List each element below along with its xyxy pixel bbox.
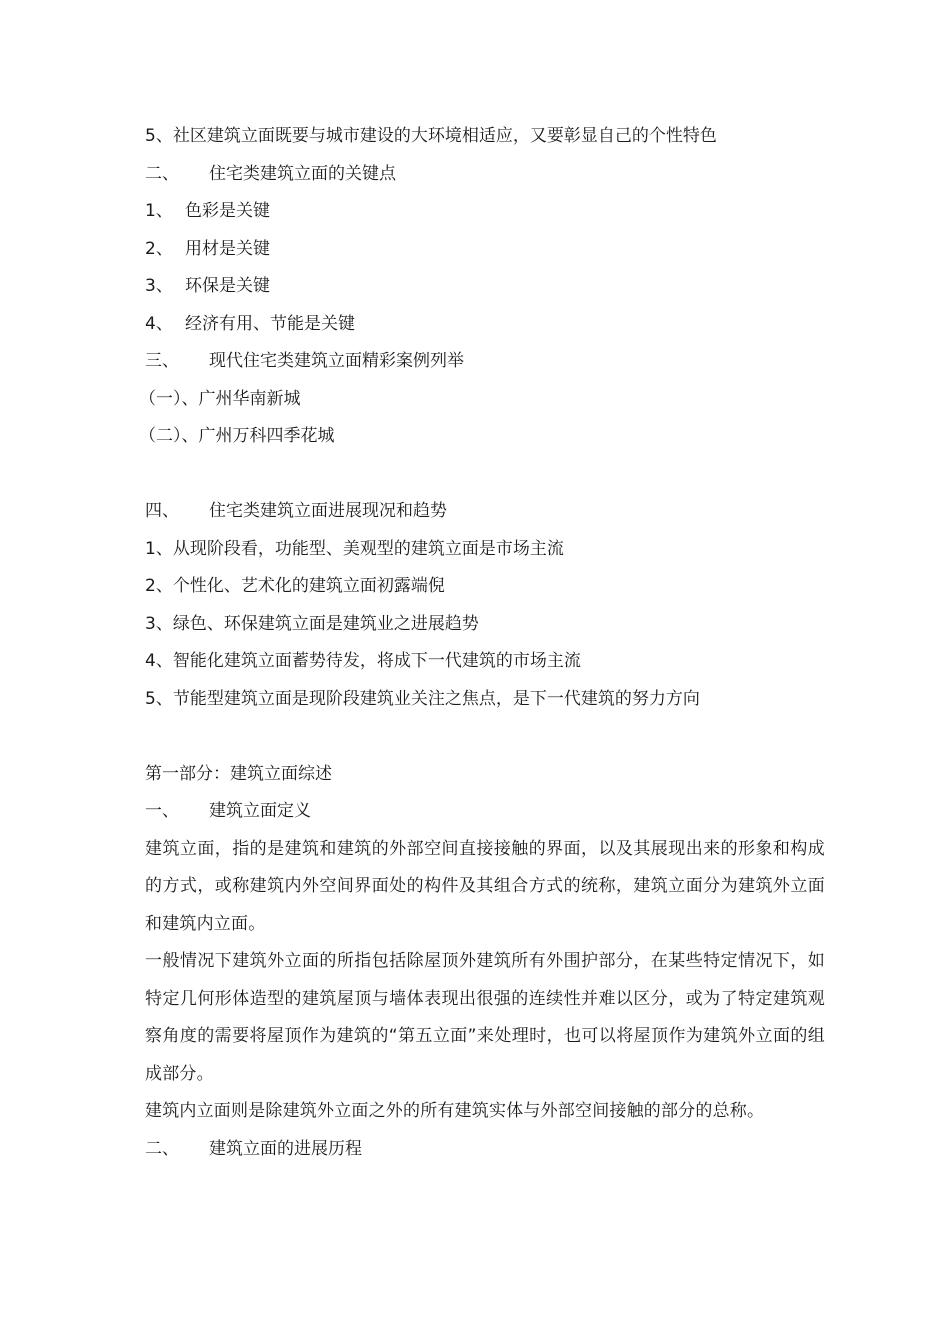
part-1-title: 第一部分：建筑立面综述 [145,763,332,784]
trend-item: 3、绿色、环保建筑立面是建筑业之进展趋势 [145,613,479,634]
subsection-2-title: 建筑立面的进展历程 [209,1138,362,1159]
subsection-2-number: 二、 [145,1138,179,1159]
item-number: 1、 [145,201,173,221]
trend-item: 2、个性化、艺术化的建筑立面初露端倪 [145,576,445,596]
section-4-title: 住宅类建筑立面进展现况和趋势 [209,501,447,521]
section-4-number: 四、 [145,501,179,521]
subsection-2-heading [145,1131,825,1169]
section-3-number: 三、 [145,351,179,371]
section-2-heading [145,156,825,194]
trend-item: 4、智能化建筑立面蓄势待发，将成下一代建筑的市场主流 [145,651,581,671]
subsection-1-title: 建筑立面定义 [209,801,311,821]
item-number: 2、 [145,238,173,259]
document-body [139,118,825,1168]
trend-item: 5、节能型建筑立面是现阶段建筑业关注之焦点，是下一代建筑的努力方向 [145,688,700,709]
item-text: 环保是关键 [185,276,270,296]
section-2-item [145,268,825,306]
section-2-item [145,306,825,344]
section-3-title: 现代住宅类建筑立面精彩案例列举 [209,351,464,371]
blank-line [145,718,825,756]
section-2-item [145,231,825,269]
section-3-heading [145,343,825,381]
trend-item: 1、从现阶段看，功能型、美观型的建筑立面是市场主流 [145,538,564,559]
section-2-title: 住宅类建筑立面的关键点 [209,163,396,184]
subsection-1-heading [145,793,825,831]
section-2-number: 二、 [145,163,179,184]
definition-paragraph-2: 一般情况下建筑外立面的所指包括除屋顶外建筑所有外围护部分，在某些特定情况下，如特定几何形体造型的建筑屋顶与墙体表现出很强的连续性并难以区分，或为了特定建筑观察角度的需要将屋顶作为建筑的“第五立面”来处理时，也可以将屋顶作为建筑外立面的组成部分。 [145,951,825,1084]
item-number: 3、 [145,276,173,296]
item-number: 4、 [145,313,173,334]
definition-paragraph-1: 建筑立面，指的是建筑和建筑的外部空间直接接触的界面，以及其展现出来的形象和构成的方式，或称建筑内外空间界面处的构件及其组合方式的统称，建筑立面分为建筑外立面和建筑内立面。 [145,838,825,934]
subsection-1-number: 一、 [145,801,179,821]
case-item: （一）、广州华南新城 [139,388,301,409]
blank-line [145,456,825,494]
item-text: 色彩是关键 [185,201,270,221]
section-4-heading [145,493,825,531]
section-2-item [145,193,825,231]
item-text: 用材是关键 [185,238,270,259]
intro-item-5: 5、社区建筑立面既要与城市建设的大环境相适应，又要彰显自己的个性特色 [145,126,717,146]
item-text: 经济有用、节能是关键 [185,313,355,334]
case-item: （二）、广州万科四季花城 [139,426,335,446]
definition-paragraph-3: 建筑内立面则是除建筑外立面之外的所有建筑实体与外部空间接触的部分的总称。 [145,1101,765,1121]
